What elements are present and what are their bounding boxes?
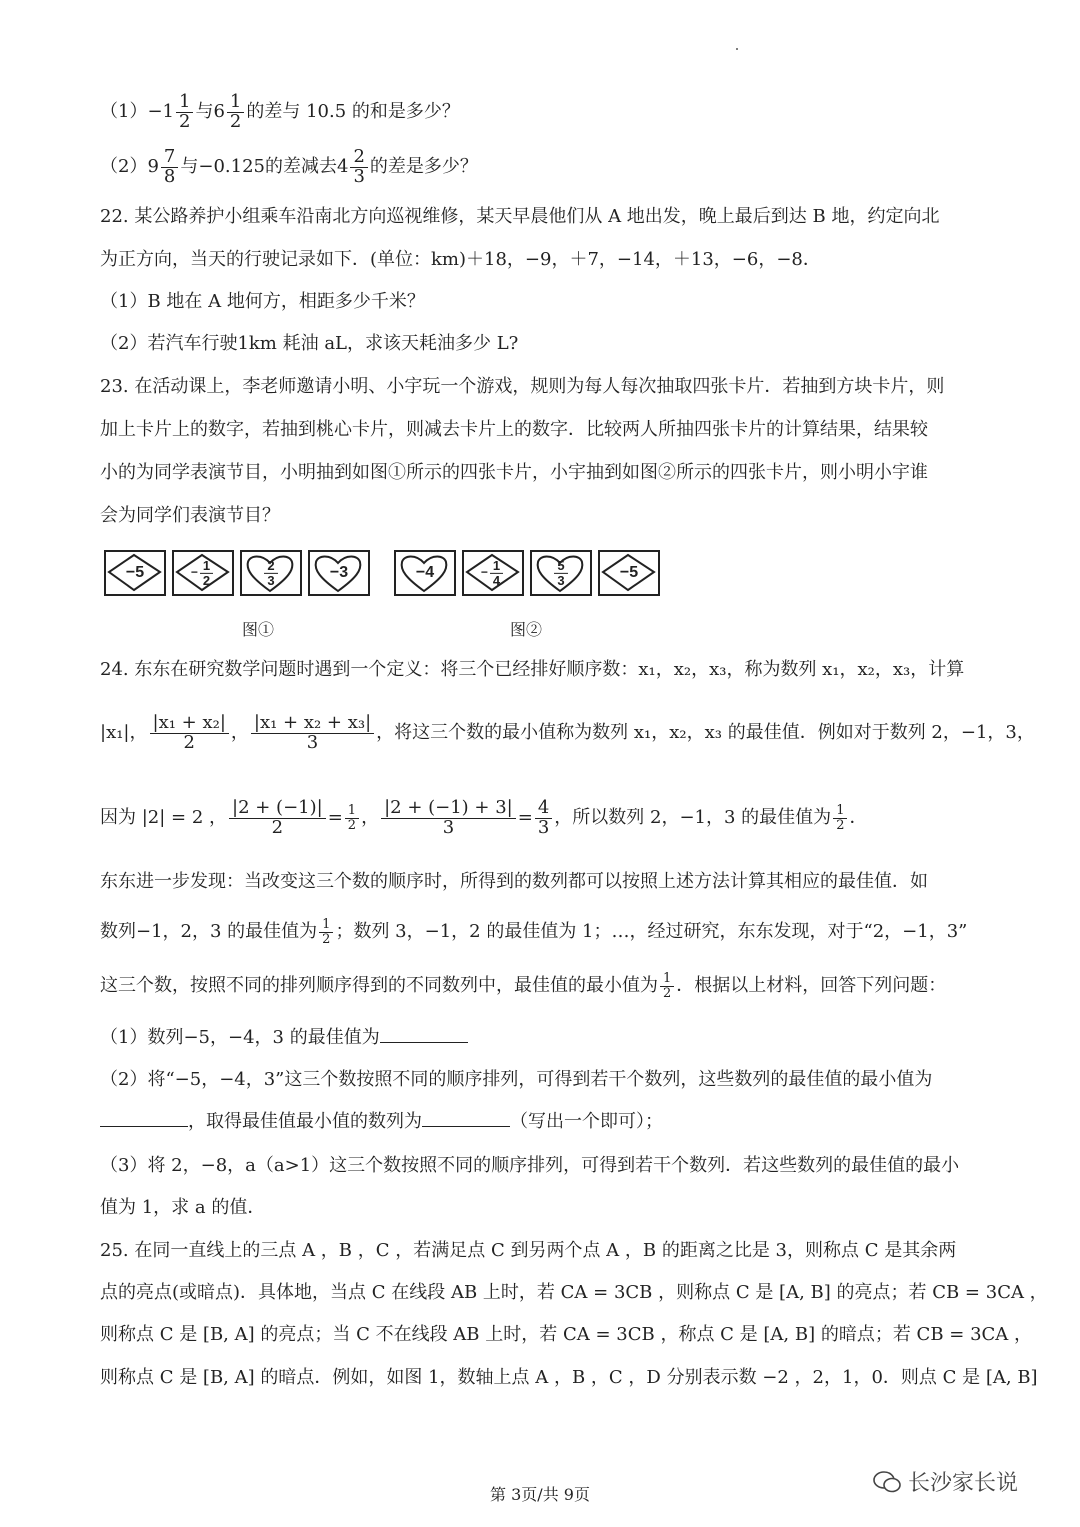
q22-line2: 为正方向，当天的行驶记录如下．(单位：km)＋18，−9，＋7，−14，＋13，−6，−8．: [100, 249, 821, 270]
q22-sub2: （2）若汽车行驶1km 耗油 aL，求该天耗油多少 L?: [100, 333, 519, 354]
card-heart: −4: [394, 550, 456, 596]
scan-speck: [736, 48, 738, 50]
q24-sub1: （1）数列−5，−4，3 的最佳值为: [100, 1024, 1000, 1052]
q25-line4: 则称点 C 是 [B, A] 的暗点．例如，如图 1，数轴上点 A ，B ，C ，D 分别表示数 −2 ，2，1，0．则点 C 是 [A, B]: [100, 1367, 1038, 1388]
q24-line2: |x₁|， $\frac{\text{|x₁ + x₂|}}{2}$ ， $\frac{\text{|x₁ + x₂ + x₃|}}{3}$ ，将这三个数的最小值称为数列 x₁，x₂，x₃ 的最佳值．例如对于数列 2，−1，3，: [100, 711, 1035, 753]
q21-part1: （1）−1 $\frac{1}{2}$ 与6 $\frac{1}{2}$ 的差与 10.5 的和是多少？: [100, 90, 460, 132]
q24-line6: 这三个数，按照不同的排列顺序得到的不同数列中，最佳值的最小值为 $\frac{1}{2}$ ．根据以上材料，回答下列问题：: [100, 970, 947, 1001]
q23-line1: 23. 在活动课上，李老师邀请小明、小宇玩一个游戏，规则为每人每次抽取四张卡片．若抽到方块卡片，则: [100, 376, 945, 397]
card-heart: −3: [308, 550, 370, 596]
card-figures: [100, 550, 670, 600]
q22-sub1: （1）B 地在 A 地何方，相距多少千米？: [100, 291, 425, 312]
card-diamond: −5: [104, 550, 166, 596]
card-diamond: − $\frac{1}{2}$: [172, 550, 234, 596]
q22-line1: 22. 某公路养护小组乘车沿南北方向巡视维修，某天早晨他们从 A 地出发，晚上最后到达 B 地，约定向北: [100, 206, 940, 227]
q24-sub2-line2: ，取得最佳值最小值的数列为 （写出一个即可）；: [100, 1108, 1000, 1136]
answer-blank[interactable]: [100, 1108, 188, 1127]
q24-sub3-line2: 值为 1，求 a 的值．: [100, 1197, 266, 1218]
q24-sub3-line1: （3）将 2，−8，a（a>1）这三个数按照不同的顺序排列，可得到若干个数列．若这些数列的最佳值的最小: [100, 1155, 960, 1176]
card-diamond: −5: [598, 550, 660, 596]
q25-line3: 则称点 C 是 [B, A] 的亮点；当 C 不在线段 AB 上时，若 CA = 3CB ，称点 C 是 [A, B] 的暗点；若 CB = 3CA ，: [100, 1324, 1033, 1345]
q24-line3: 因为 |2| = 2 ， $\frac{|2 + (-1)|}{2}$ = $\frac{1}{2}$ ， $\frac{|2 + (-1) + 3|}{3}$ = $\frac{4}{3}$ ，所以数列 2，−1，3 的最佳值为 $\frac{1}{2}$ ．: [100, 796, 868, 838]
q24-line1: 24. 东东在研究数学问题时遇到一个定义：将三个已经排好顺序数：x₁，x₂，x₃，称为数列 x₁，x₂，x₃，计算: [100, 659, 965, 680]
figure-caption-1: 图①: [242, 620, 275, 639]
card-heart: $\frac{5}{3}$: [530, 550, 592, 596]
q25-line2: 点的亮点(或暗点)．具体地，当点 C 在线段 AB 上时，若 CA = 3CB ，则称点 C 是 [A, B] 的亮点；若 CB = 3CA ，: [100, 1282, 1048, 1303]
q24-line5: 数列−1，2，3 的最佳值为 $\frac{1}{2}$ ；数列 3，−1，2 的最佳值为 1；…，经过研究，东东发现，对于“2，−1，3”: [100, 916, 968, 947]
q24-line4: 东东进一步发现：当改变这三个数的顺序时，所得到的数列都可以按照上述方法计算其相应的最佳值．如: [100, 871, 928, 892]
card-heart: $\frac{2}{3}$: [240, 550, 302, 596]
q23-line4: 会为同学们表演节目？: [100, 505, 280, 526]
answer-blank[interactable]: [380, 1024, 468, 1043]
figure-caption-2: 图②: [510, 620, 543, 639]
q21-part2: （2）9 $\frac{7}{8}$ 与−0.125的差减去4 $\frac{2}{3}$ 的差是多少？: [100, 145, 478, 187]
q25-line1: 25. 在同一直线上的三点 A ，B ，C ，若满足点 C 到另两个点 A ，B 的距离之比是 3，则称点 C 是其余两: [100, 1240, 957, 1261]
watermark: 长沙家长说: [872, 1466, 1018, 1497]
q23-line2: 加上卡片上的数字，若抽到桃心卡片，则减去卡片上的数字．比较两人所抽四张卡片的计算结果，结果较: [100, 419, 928, 440]
wechat-icon: [872, 1469, 902, 1495]
q24-sub2-line1: （2）将“−5，−4，3”这三个数按照不同的顺序排列，可得到若干个数列，这些数列的最佳值的最小值为: [100, 1069, 933, 1090]
answer-blank[interactable]: [422, 1108, 510, 1127]
card-diamond: − $\frac{1}{4}$: [462, 550, 524, 596]
page-number: 第 3页/共 9页: [490, 1485, 590, 1504]
q23-line3: 小的为同学表演节目，小明抽到如图①所示的四张卡片，小宇抽到如图②所示的四张卡片，则小明小宇谁: [100, 462, 928, 483]
